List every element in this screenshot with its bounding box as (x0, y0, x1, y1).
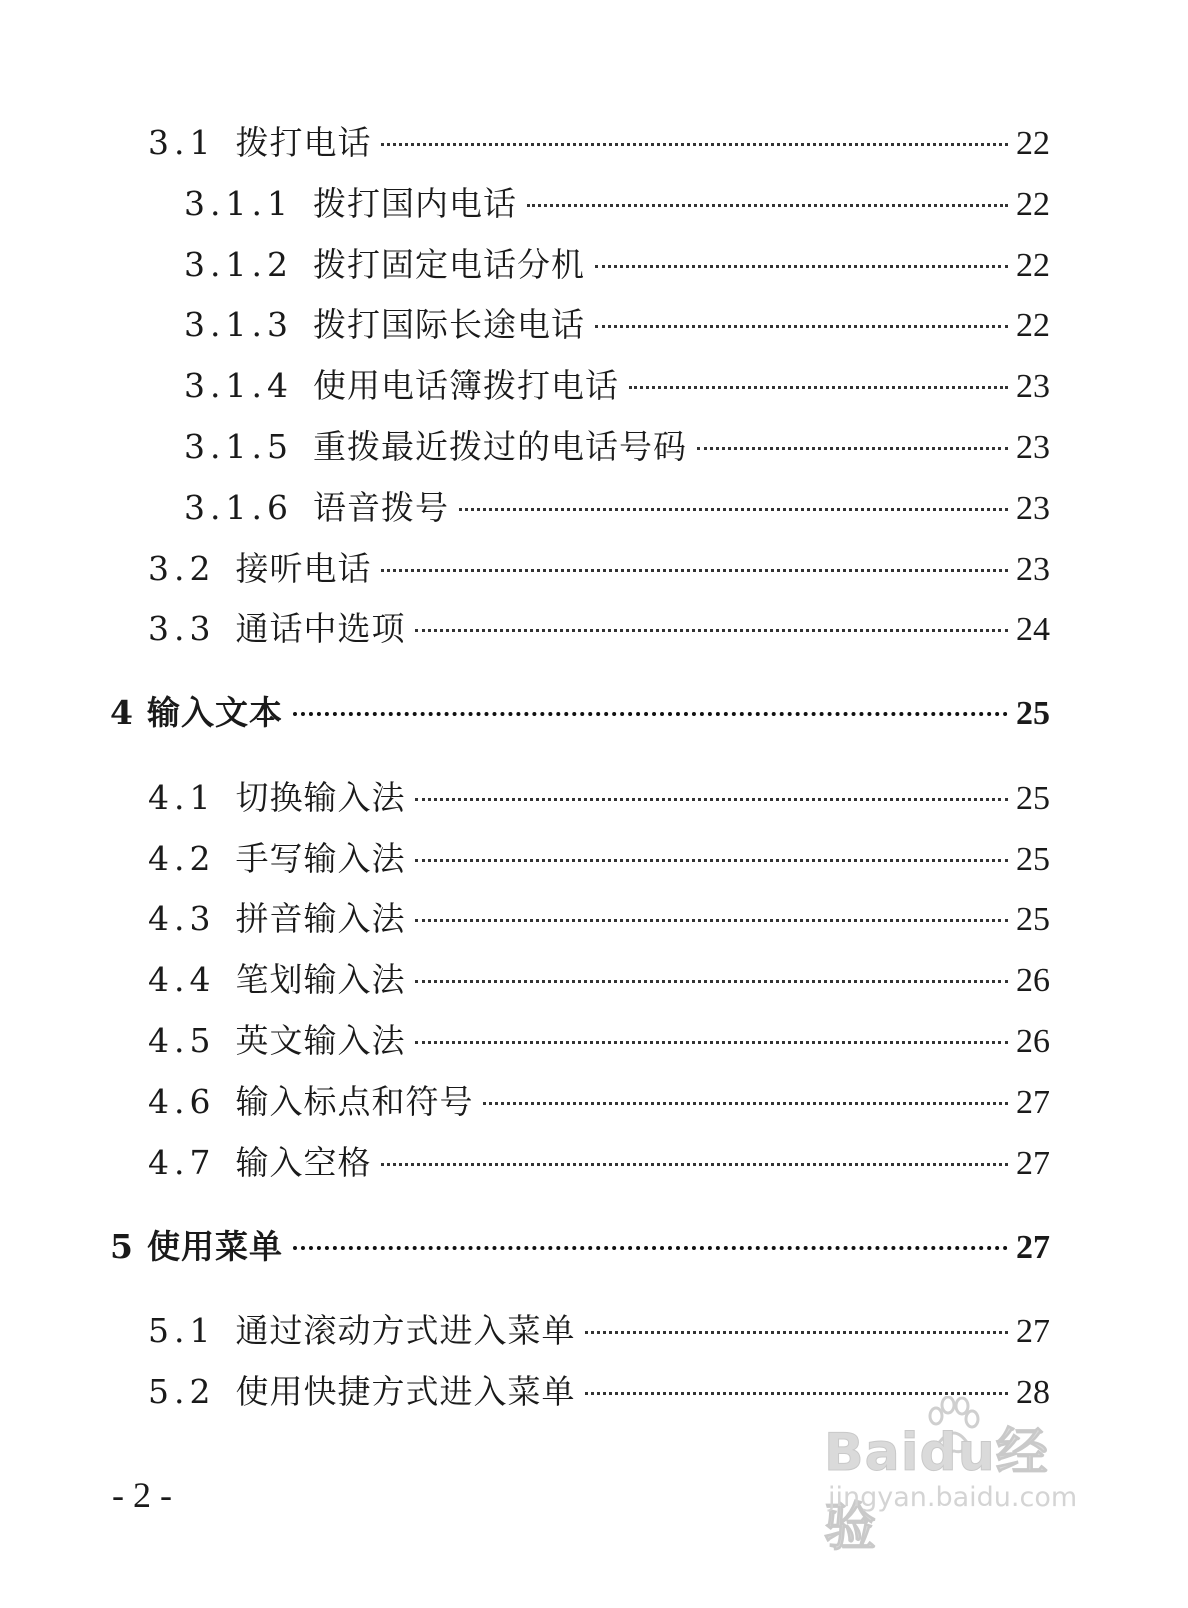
toc-chapter-entry[interactable] (110, 1224, 1050, 1270)
dot-leader (483, 1102, 1008, 1105)
toc-page-number: 26 (1016, 1023, 1050, 1060)
toc-entry[interactable] (148, 775, 1050, 821)
toc-number: 5.1 (148, 1311, 216, 1350)
toc-entry[interactable] (148, 896, 1050, 942)
dot-leader (697, 447, 1008, 450)
toc-page-number: 25 (1016, 841, 1050, 878)
toc-number: 4.2 (148, 839, 216, 878)
toc-number: 3.1.6 (184, 488, 293, 527)
toc-number: 3.1.1 (184, 184, 293, 223)
dot-leader (595, 325, 1008, 328)
toc-title: 重拨最近拨过的电话号码 (312, 427, 687, 466)
toc-entry[interactable] (148, 957, 1050, 1003)
toc-number: 3.1.3 (184, 305, 293, 344)
toc-page-number: 26 (1016, 962, 1050, 999)
toc-number: 3.2 (148, 549, 216, 588)
watermark-brand: Baidu经验 (824, 1423, 1049, 1558)
toc-entry[interactable] (148, 836, 1050, 882)
toc-page-number: 25 (1016, 901, 1050, 938)
toc-entry[interactable] (184, 242, 1050, 288)
toc-number: 4.1 (148, 778, 216, 817)
toc-chapter-number: 4 (110, 693, 133, 732)
toc-entry[interactable] (184, 363, 1050, 409)
dot-leader (381, 143, 1008, 146)
toc-entry[interactable] (148, 1308, 1050, 1354)
dot-leader (585, 1392, 1008, 1395)
toc-chapter-entry[interactable] (110, 690, 1050, 736)
toc-number: 4.6 (148, 1082, 216, 1121)
dot-leader (415, 859, 1008, 862)
dot-leader (595, 265, 1008, 268)
dot-leader (415, 980, 1008, 983)
toc-page-number: 23 (1016, 551, 1050, 588)
dot-leader (293, 712, 1008, 716)
toc-entry[interactable] (148, 120, 1050, 166)
toc-title: 英文输入法 (235, 1021, 406, 1060)
toc-page-number: 23 (1016, 429, 1050, 466)
toc-entry[interactable] (148, 546, 1050, 592)
toc-page-number: 22 (1016, 125, 1050, 162)
baidu-watermark (822, 1396, 1092, 1558)
toc-chapter-title: 输入文本 (146, 693, 283, 732)
toc-title: 输入空格 (235, 1143, 372, 1182)
toc-entry[interactable] (148, 1018, 1050, 1064)
toc-number: 4.5 (148, 1021, 216, 1060)
dot-leader (527, 204, 1008, 207)
toc-chapter-number: 5 (110, 1227, 133, 1266)
toc-title: 拼音输入法 (235, 899, 406, 938)
toc-number: 4.7 (148, 1143, 216, 1182)
dot-leader (381, 569, 1008, 572)
page-footer-number: - 2 - (112, 1475, 172, 1515)
toc-entry[interactable] (184, 424, 1050, 470)
toc-title: 语音拨号 (312, 488, 449, 527)
toc-page-number: 22 (1016, 307, 1050, 344)
toc-number: 4.4 (148, 960, 216, 999)
watermark-url: jingyan.baidu.com (828, 1482, 1078, 1513)
dot-leader (585, 1331, 1008, 1334)
dot-leader (459, 508, 1008, 511)
toc-number: 5.2 (148, 1372, 216, 1411)
toc-page-number: 25 (1016, 780, 1050, 817)
toc-page-number: 27 (1016, 1313, 1050, 1350)
toc-entry[interactable] (148, 1079, 1050, 1125)
toc-page-number: 22 (1016, 186, 1050, 223)
toc-entry[interactable] (184, 181, 1050, 227)
toc-title: 手写输入法 (235, 839, 406, 878)
toc-number: 3.1.2 (184, 245, 293, 284)
toc-title: 拨打国内电话 (312, 184, 517, 223)
toc-page-number: 23 (1016, 490, 1050, 527)
dot-leader (415, 919, 1008, 922)
dot-leader (629, 386, 1008, 389)
dot-leader (293, 1246, 1008, 1250)
toc-page-number: 23 (1016, 368, 1050, 405)
toc-title: 拨打电话 (235, 123, 372, 162)
toc-title: 通过滚动方式进入菜单 (235, 1311, 576, 1350)
toc-number: 3.3 (148, 609, 216, 648)
toc-page-number: 27 (1016, 1084, 1050, 1121)
toc-entry[interactable] (184, 302, 1050, 348)
toc-number: 3.1.5 (184, 427, 293, 466)
toc-page-number: 28 (1016, 1374, 1050, 1411)
toc-number: 3.1 (148, 123, 216, 162)
toc-entry[interactable] (148, 606, 1050, 652)
toc-page-number: 27 (1016, 1229, 1050, 1266)
toc-page-number: 24 (1016, 611, 1050, 648)
toc-number: 3.1.4 (184, 366, 293, 405)
toc-entry[interactable] (148, 1140, 1050, 1186)
toc-title: 接听电话 (235, 549, 372, 588)
dot-leader (415, 629, 1008, 632)
toc-page-number: 25 (1016, 695, 1050, 732)
toc-title: 拨打国际长途电话 (312, 305, 585, 344)
toc-title: 笔划输入法 (235, 960, 406, 999)
dot-leader (415, 1041, 1008, 1044)
dot-leader (415, 798, 1008, 801)
toc-title: 切换输入法 (235, 778, 406, 817)
toc-number: 4.3 (148, 899, 216, 938)
toc-title: 通话中选项 (235, 609, 406, 648)
dot-leader (381, 1163, 1008, 1166)
toc-chapter-title: 使用菜单 (146, 1227, 283, 1266)
toc-title: 使用电话簿拨打电话 (312, 366, 619, 405)
toc-title: 使用快捷方式进入菜单 (235, 1372, 576, 1411)
toc-page-number: 22 (1016, 247, 1050, 284)
toc-entry[interactable] (184, 485, 1050, 531)
toc-title: 拨打固定电话分机 (312, 245, 585, 284)
toc-page-number: 27 (1016, 1145, 1050, 1182)
toc-title: 输入标点和符号 (235, 1082, 474, 1121)
